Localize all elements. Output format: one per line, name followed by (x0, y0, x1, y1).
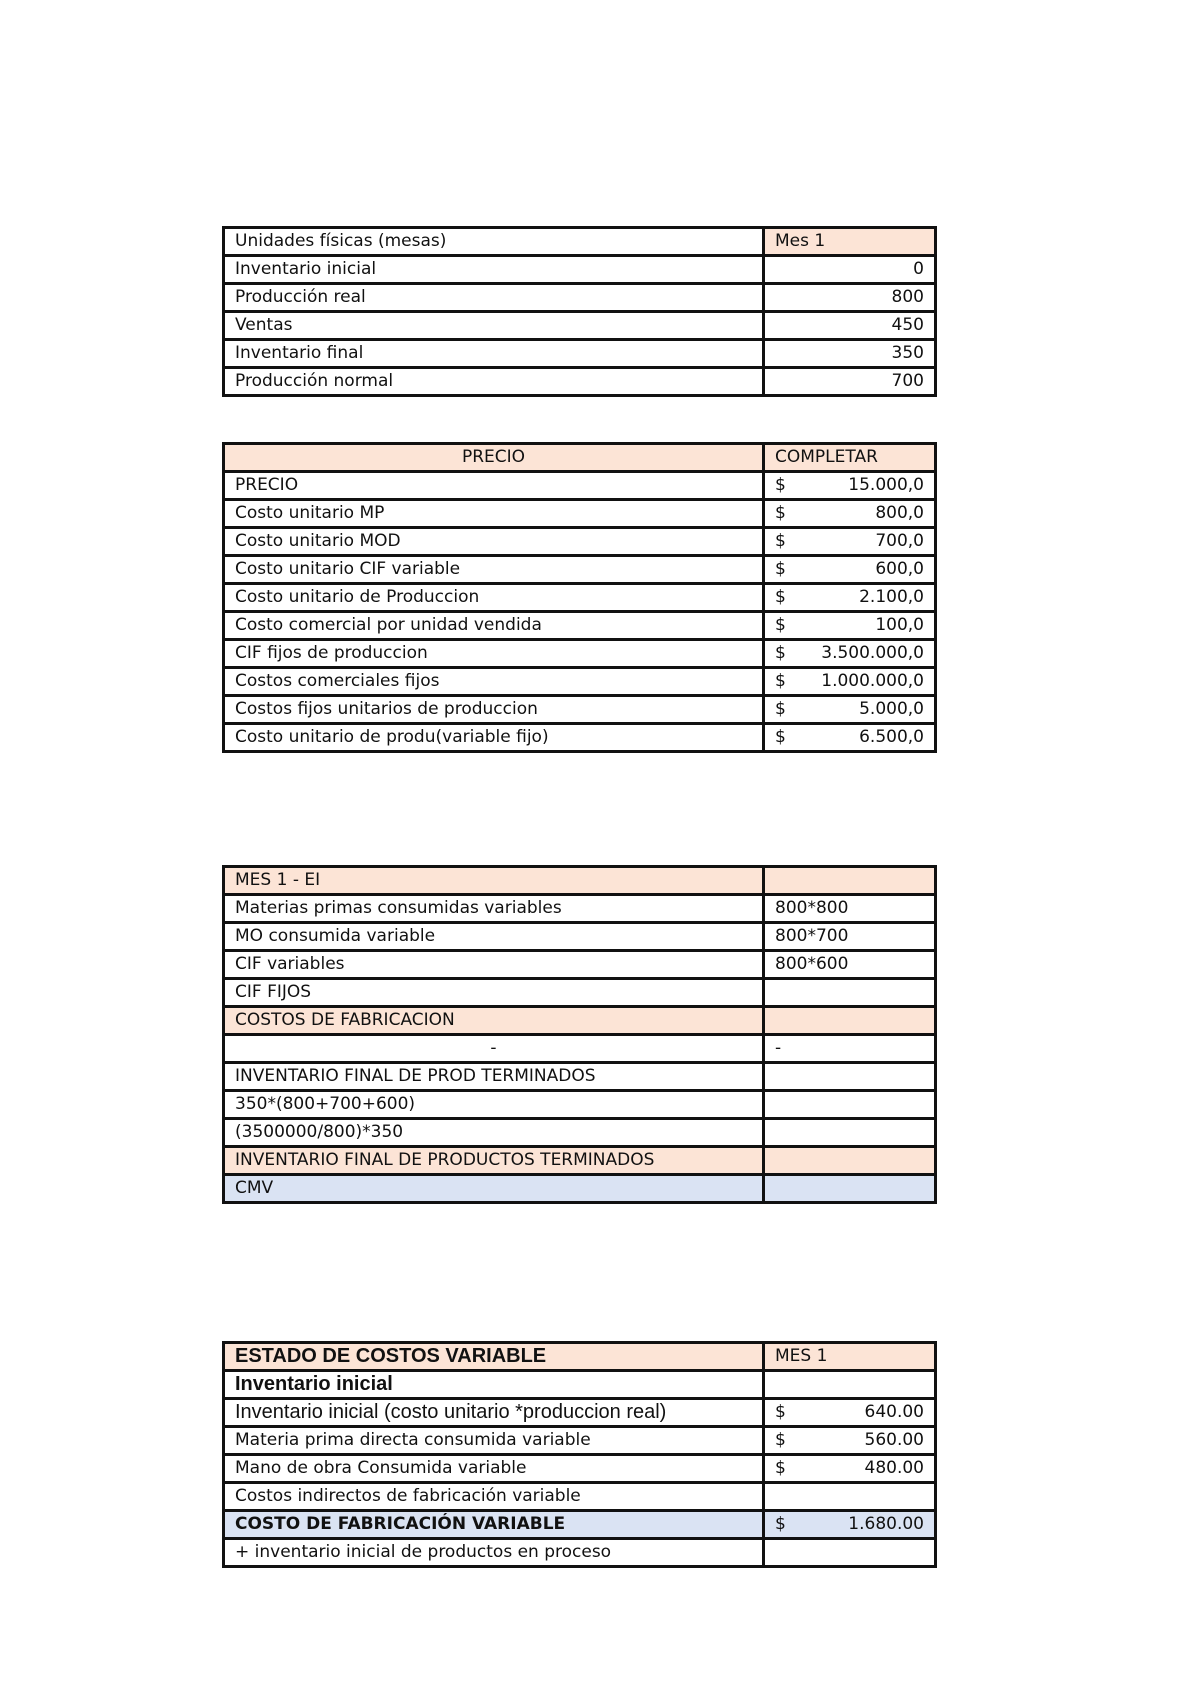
variable-cost-value-cell[interactable] (764, 1427, 936, 1455)
table-row (224, 668, 936, 696)
month-label-cell[interactable]: 350*(800+700+600) (224, 1091, 764, 1119)
variable-cost-value-cell[interactable] (764, 1483, 936, 1511)
currency-symbol: $ (775, 1458, 786, 1478)
price-label-cell[interactable]: Costo unitario MP (224, 500, 764, 528)
month-value-cell[interactable]: 800*700 (764, 923, 936, 951)
variable-cost-label-cell[interactable]: Costos indirectos de fabricación variable (224, 1483, 764, 1511)
currency-symbol: $ (775, 587, 786, 607)
units-label-cell[interactable]: Producción real (224, 284, 764, 312)
price-value-cell[interactable] (764, 668, 936, 696)
month-value-cell[interactable] (764, 1175, 936, 1203)
table-row (224, 1399, 936, 1427)
price-value-cell[interactable] (764, 724, 936, 752)
currency-symbol: $ (775, 559, 786, 579)
variable-cost-amount: 640.00 (864, 1402, 924, 1422)
month-label-cell[interactable]: INVENTARIO FINAL DE PROD TERMINADOS (224, 1063, 764, 1091)
currency-symbol: $ (775, 1430, 786, 1450)
variable-cost-amount: 560.00 (864, 1430, 924, 1450)
table-row (224, 556, 936, 584)
month-value-cell[interactable] (764, 1091, 936, 1119)
variable-cost-amount: 480.00 (864, 1458, 924, 1478)
units-value-cell[interactable]: 0 (764, 256, 936, 284)
variable-cost-label-cell[interactable]: Mano de obra Consumida variable (224, 1455, 764, 1483)
price-label-cell[interactable]: PRECIO (224, 472, 764, 500)
price-amount: 5.000,0 (859, 699, 924, 719)
table-row (224, 528, 936, 556)
month-label-cell[interactable]: MO consumida variable (224, 923, 764, 951)
month-value-cell[interactable] (764, 1063, 936, 1091)
price-amount: 1.000.000,0 (821, 671, 924, 691)
variable-cost-value-cell[interactable] (764, 1371, 936, 1399)
month-header-row (224, 867, 936, 895)
variable-cost-value-cell[interactable] (764, 1511, 936, 1539)
table-row (224, 724, 936, 752)
table-row (224, 368, 936, 396)
currency-symbol: $ (775, 699, 786, 719)
price-header-row (224, 444, 936, 472)
currency-symbol: $ (775, 475, 786, 495)
table-row (224, 472, 936, 500)
units-header-row (224, 228, 936, 256)
month-value-cell[interactable] (764, 979, 936, 1007)
price-label-cell[interactable]: CIF fijos de produccion (224, 640, 764, 668)
price-label-cell[interactable]: Costo unitario de produ(variable fijo) (224, 724, 764, 752)
currency-symbol: $ (775, 643, 786, 663)
table-row (224, 1007, 936, 1035)
currency-symbol: $ (775, 503, 786, 523)
variable-cost-label-cell[interactable]: Inventario inicial (costo unitario *produccion real) (224, 1399, 764, 1427)
price-header-label[interactable]: PRECIO (224, 444, 764, 472)
table-row (224, 1427, 936, 1455)
units-header-label[interactable]: Unidades físicas (mesas) (224, 228, 764, 256)
currency-symbol: $ (775, 1514, 786, 1534)
variable-cost-title[interactable]: ESTADO DE COSTOS VARIABLE (224, 1343, 764, 1371)
price-value-cell[interactable] (764, 472, 936, 500)
price-table (222, 442, 937, 753)
price-value-cell[interactable] (764, 556, 936, 584)
units-value-cell[interactable]: 350 (764, 340, 936, 368)
table-row (224, 340, 936, 368)
units-label-cell[interactable]: Inventario final (224, 340, 764, 368)
table-row (224, 1511, 936, 1539)
price-value-cell[interactable] (764, 528, 936, 556)
currency-symbol: $ (775, 671, 786, 691)
table-row (224, 696, 936, 724)
month-table (222, 865, 937, 1204)
price-value-cell[interactable] (764, 612, 936, 640)
units-header-month[interactable]: Mes 1 (764, 228, 936, 256)
units-label-cell[interactable]: Inventario inicial (224, 256, 764, 284)
price-amount: 15.000,0 (848, 475, 924, 495)
units-table (222, 226, 937, 397)
units-value-cell[interactable]: 800 (764, 284, 936, 312)
variable-cost-label-cell[interactable]: + inventario inicial de productos en proceso (224, 1539, 764, 1567)
table-row (224, 1539, 936, 1567)
table-row (224, 256, 936, 284)
month-label-cell[interactable]: COSTOS DE FABRICACION (224, 1007, 764, 1035)
table-row (224, 923, 936, 951)
month-label-cell[interactable]: CMV (224, 1175, 764, 1203)
price-value-cell[interactable] (764, 640, 936, 668)
currency-symbol: $ (775, 1402, 786, 1422)
month-value-cell[interactable]: 800*600 (764, 951, 936, 979)
month-label-cell[interactable]: CIF FIJOS (224, 979, 764, 1007)
table-row (224, 1371, 936, 1399)
month-label-cell[interactable]: (3500000/800)*350 (224, 1119, 764, 1147)
units-value-cell[interactable]: 700 (764, 368, 936, 396)
price-amount: 100,0 (875, 615, 924, 635)
month-header-value[interactable] (764, 867, 936, 895)
month-label-cell[interactable]: Materias primas consumidas variables (224, 895, 764, 923)
price-label-cell[interactable]: Costos comerciales fijos (224, 668, 764, 696)
variable-cost-label-cell[interactable]: Materia prima directa consumida variable (224, 1427, 764, 1455)
month-value-cell[interactable] (764, 1147, 936, 1175)
table-row (224, 284, 936, 312)
variable-cost-table (222, 1341, 937, 1568)
price-amount: 700,0 (875, 531, 924, 551)
variable-cost-label-cell[interactable]: COSTO DE FABRICACIÓN VARIABLE (224, 1511, 764, 1539)
price-amount: 800,0 (875, 503, 924, 523)
month-label-cell[interactable]: CIF variables (224, 951, 764, 979)
variable-cost-value-cell[interactable] (764, 1539, 936, 1567)
table-row (224, 1119, 936, 1147)
table-row (224, 640, 936, 668)
table-row (224, 500, 936, 528)
table-row (224, 979, 936, 1007)
currency-symbol: $ (775, 531, 786, 551)
price-label-cell[interactable]: Costo unitario MOD (224, 528, 764, 556)
variable-cost-value-cell[interactable] (764, 1455, 936, 1483)
price-header-value[interactable]: COMPLETAR (764, 444, 936, 472)
variable-cost-value-cell[interactable] (764, 1399, 936, 1427)
table-row (224, 895, 936, 923)
month-value-cell[interactable]: - (764, 1035, 936, 1063)
table-row (224, 1035, 936, 1063)
price-amount: 3.500.000,0 (821, 643, 924, 663)
month-value-cell[interactable] (764, 1119, 936, 1147)
price-label-cell[interactable]: Costo unitario de Produccion (224, 584, 764, 612)
month-label-cell[interactable]: INVENTARIO FINAL DE PRODUCTOS TERMINADOS (224, 1147, 764, 1175)
units-value-cell[interactable]: 450 (764, 312, 936, 340)
table-row (224, 1483, 936, 1511)
table-row (224, 951, 936, 979)
price-label-cell[interactable]: Costos fijos unitarios de produccion (224, 696, 764, 724)
table-row (224, 1147, 936, 1175)
units-label-cell[interactable]: Producción normal (224, 368, 764, 396)
table-row (224, 1455, 936, 1483)
month-label-cell[interactable]: - (224, 1035, 764, 1063)
table-row (224, 612, 936, 640)
variable-cost-amount: 1.680.00 (848, 1514, 924, 1534)
variable-cost-month[interactable]: MES 1 (764, 1343, 936, 1371)
currency-symbol: $ (775, 615, 786, 635)
price-amount: 2.100,0 (859, 587, 924, 607)
table-row (224, 1175, 936, 1203)
table-row (224, 312, 936, 340)
table-row (224, 584, 936, 612)
price-label-cell[interactable]: Costo unitario CIF variable (224, 556, 764, 584)
table-row (224, 1091, 936, 1119)
units-label-cell[interactable]: Ventas (224, 312, 764, 340)
variable-cost-label-cell[interactable]: Inventario inicial (224, 1371, 764, 1399)
currency-symbol: $ (775, 727, 786, 747)
month-header-label[interactable]: MES 1 - EI (224, 867, 764, 895)
variable-cost-header-row (224, 1343, 936, 1371)
price-value-cell[interactable] (764, 500, 936, 528)
month-value-cell[interactable] (764, 1007, 936, 1035)
price-amount: 6.500,0 (859, 727, 924, 747)
month-value-cell[interactable]: 800*800 (764, 895, 936, 923)
price-amount: 600,0 (875, 559, 924, 579)
table-row (224, 1063, 936, 1091)
price-value-cell[interactable] (764, 584, 936, 612)
price-label-cell[interactable]: Costo comercial por unidad vendida (224, 612, 764, 640)
price-value-cell[interactable] (764, 696, 936, 724)
